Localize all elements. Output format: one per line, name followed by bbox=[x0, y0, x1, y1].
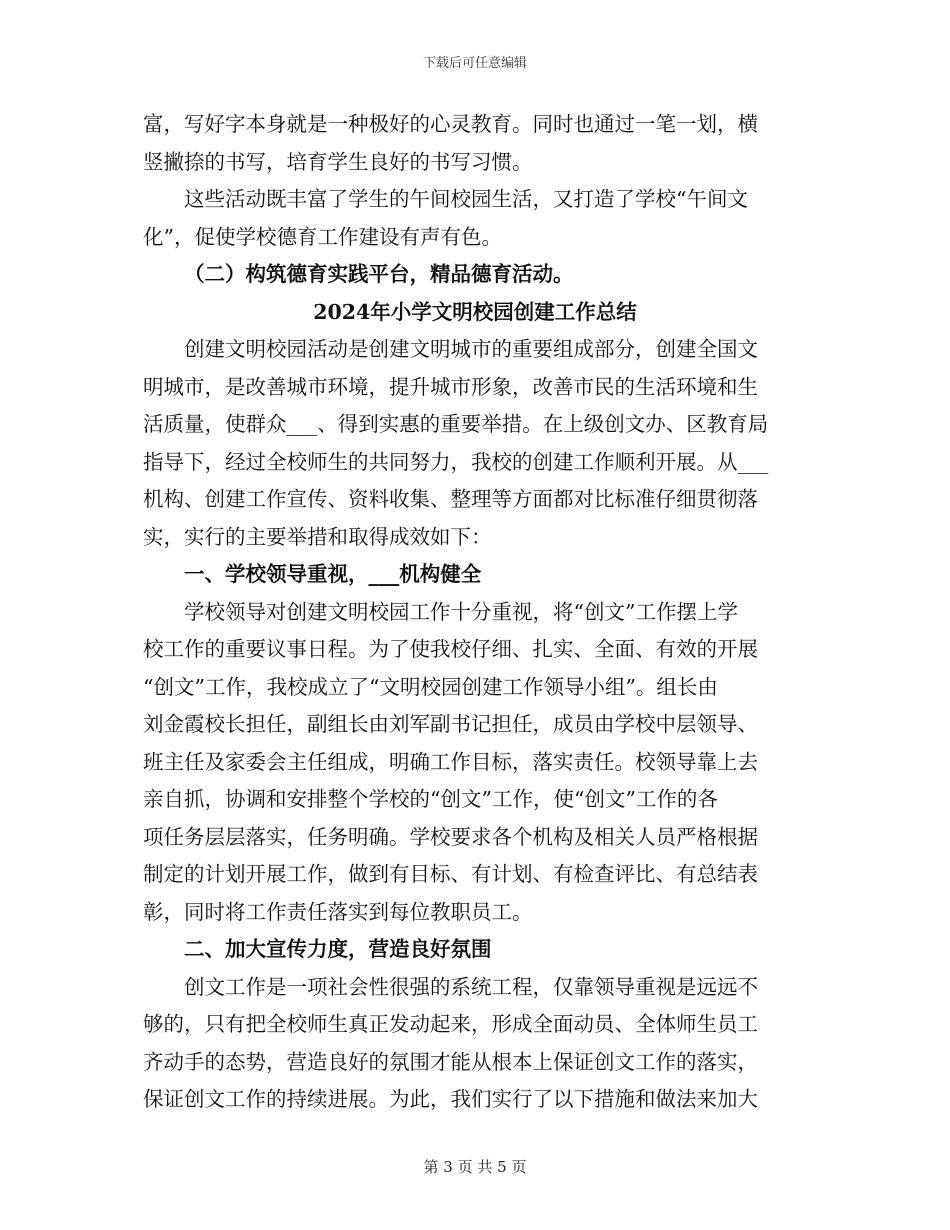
paragraph-line: 指导下，经过全校师生的共同努力，我校的创建工作顺利开展。从___ bbox=[143, 449, 769, 474]
paragraph-line: 富，写好字本身就是一种极好的心灵教育。同时也通过一笔一划，横 bbox=[143, 112, 758, 136]
section-heading: （二）构筑德育实践平台，精品德育活动。 bbox=[184, 262, 574, 286]
paragraph-line: 刘金霞校长担任，副组长由刘军副书记担任，成员由学校中层领导、 bbox=[143, 712, 758, 736]
paragraph-line: 项任务层层落实，任务明确。学校要求各个机构及相关人员严格根据 bbox=[143, 824, 758, 849]
paragraph-line: 活质量，使群众___、得到实惠的重要举措。在上级创文办、区教育局 bbox=[143, 412, 769, 436]
paragraph-line: 制定的计划开展工作，做到有目标、有计划、有检查评比、有总结表 bbox=[143, 862, 758, 886]
paragraph-line: “创文”工作，我校成立了“文明校园创建工作领导小组”。组长由 bbox=[143, 674, 718, 699]
paragraph-line: 创文工作是一项社会性很强的系统工程，仅靠领导重视是远远不 bbox=[184, 974, 758, 999]
document-title: 2024年小学文明校园创建工作总结 bbox=[313, 299, 637, 324]
paragraph-line: 机构、创建工作宣传、资料收集、整理等方面都对比标准仔细贯彻落 bbox=[143, 487, 758, 511]
page-number: 第 3 页 共 5 页 bbox=[423, 1158, 527, 1176]
paragraph-line: 这些活动既丰富了学生的午间校园生活，又打造了学校“午间文 bbox=[184, 187, 748, 211]
paragraph-line: 化”，促使学校德育工作建设有声有色。 bbox=[143, 224, 502, 249]
paragraph-line: 保证创文工作的持续进展。为此，我们实行了以下措施和做法来加大 bbox=[143, 1087, 758, 1111]
section-heading: 二、加大宣传力度，营造良好氛围 bbox=[184, 937, 492, 961]
paragraph-line: 实，实行的主要举措和取得成效如下： bbox=[143, 524, 492, 549]
paragraph-line: 亲自抓，协调和安排整个学校的“创文”工作，使“创文”工作的各 bbox=[143, 787, 718, 811]
paragraph-line: 创建文明校园活动是创建文明城市的重要组成部分，创建全国文 bbox=[184, 337, 758, 361]
paragraph-line: 竖撇捺的书写，培育学生良好的书写习惯。 bbox=[143, 149, 533, 174]
section-heading: 一、学校领导重视，___机构健全 bbox=[184, 562, 482, 586]
paragraph-line: 彰，同时将工作责任落实到每位教职员工。 bbox=[143, 899, 533, 924]
paragraph-line: 校工作的重要议事日程。为了使我校仔细、扎实、全面、有效的开展 bbox=[143, 637, 758, 661]
document-body bbox=[143, 106, 807, 1119]
page-header: 下载后可任意编辑 bbox=[422, 56, 527, 71]
paragraph-line: 够的，只有把全校师生真正发动起来，形成全面动员、全体师生员工 bbox=[143, 1012, 758, 1036]
paragraph-line: 班主任及家委会主任组成，明确工作目标，落实责任。校领导靠上去 bbox=[143, 749, 758, 774]
paragraph-line: 学校领导对创建文明校园工作十分重视，将“创文”工作摆上学 bbox=[184, 599, 738, 624]
paragraph-line: 齐动手的态势，营造良好的氛围才能从根本上保证创文工作的落实， bbox=[143, 1049, 758, 1074]
paragraph-line: 明城市，是改善城市环境，提升城市形象，改善市民的生活环境和生 bbox=[143, 374, 758, 399]
